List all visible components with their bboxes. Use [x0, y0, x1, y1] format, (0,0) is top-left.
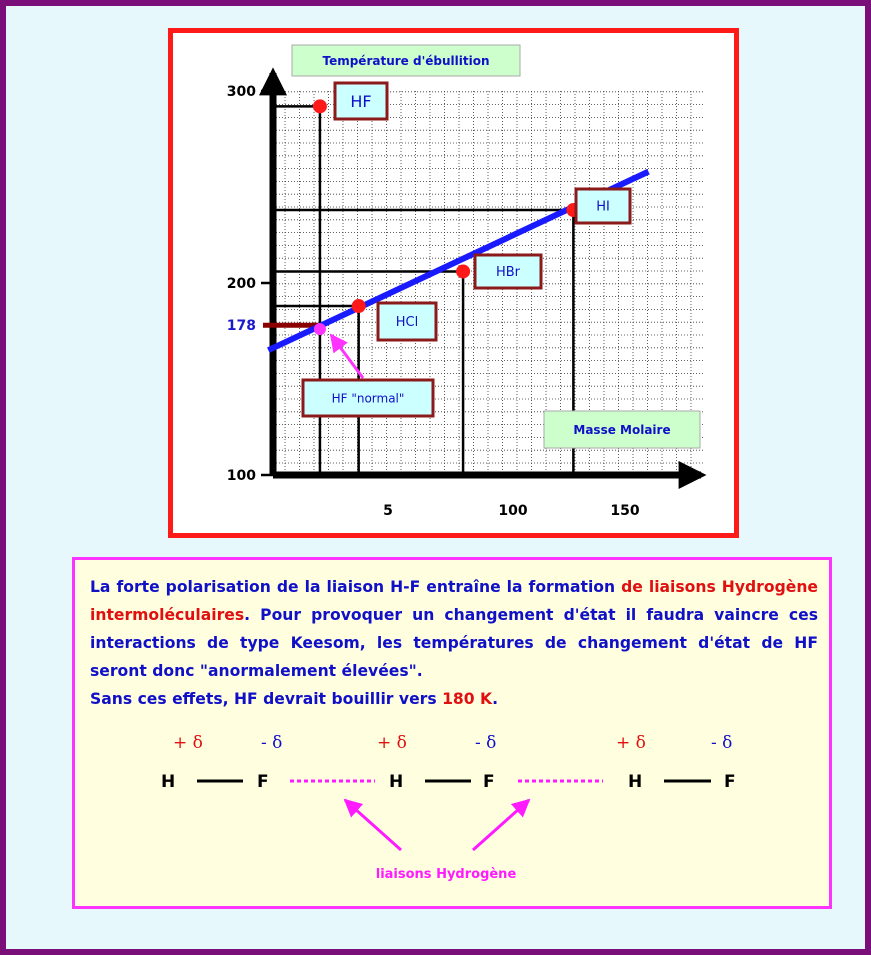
data-point — [456, 264, 470, 278]
atom-f-3: F — [724, 772, 736, 792]
x-tick-label: 100 — [498, 503, 528, 519]
point-label: HF — [350, 91, 372, 111]
data-point — [313, 99, 327, 113]
y-tick-label: 100 — [226, 468, 256, 484]
x-tick-label: 5 — [383, 503, 393, 519]
x-tick-label: 150 — [610, 503, 640, 519]
text-line2-highlight: Hydrogène intermoléculaires — [90, 578, 818, 624]
charge-plus-2: + δ — [377, 733, 407, 753]
point-label: HI — [596, 199, 610, 215]
highlight-tick-label: 178 — [226, 318, 256, 335]
chart-panel — [168, 28, 739, 538]
explanation-box — [72, 557, 832, 909]
chart-title: Température d'ébullition — [322, 54, 490, 68]
atom-h-3: H — [628, 772, 643, 792]
text-line3: faudra vaincre ces interactions de type Keesom, les températures de — [90, 606, 818, 652]
atom-f-2: F — [483, 772, 495, 792]
y-tick-label: 200 — [226, 276, 256, 292]
hydrogen-bond-label: liaisons Hydrogène — [375, 867, 517, 882]
text-line5-end: . — [492, 690, 499, 708]
hf-normal-point — [314, 323, 326, 335]
text-line2: . Pour provoquer un changement d'état il — [244, 606, 637, 624]
text-line4: changement d'état de HF seront donc "anormalement élevées". — [90, 634, 818, 680]
text-line5-highlight: 180 K — [442, 690, 493, 708]
hydrogen-bond-diagram — [75, 560, 829, 906]
charge-minus-1: - δ — [261, 733, 283, 753]
point-label: HBr — [495, 265, 521, 281]
data-point — [352, 299, 366, 313]
atom-f-1: F — [257, 772, 269, 792]
arrow-to-bond-2 — [473, 800, 529, 850]
text-line1: La forte polarisation de la liaison H-F entraîne la formation — [90, 578, 622, 596]
point-label: HCl — [395, 315, 419, 331]
x-axis-label: Masse Molaire — [573, 423, 671, 437]
y-tick-label: 300 — [226, 84, 256, 100]
charge-minus-3: - δ — [711, 733, 733, 753]
boiling-point-chart — [173, 33, 744, 543]
charge-plus-1: + δ — [173, 733, 203, 753]
point-label: HF "normal" — [331, 391, 405, 406]
atom-h-1: H — [161, 772, 176, 792]
charge-minus-2: - δ — [475, 733, 497, 753]
text-line1-highlight: de liaisons — [621, 578, 716, 596]
charge-plus-3: + δ — [616, 733, 646, 753]
arrow-to-bond-1 — [345, 800, 401, 850]
atom-h-2: H — [389, 772, 404, 792]
text-line5: Sans ces effets, HF devrait bouillir vers — [90, 690, 443, 708]
